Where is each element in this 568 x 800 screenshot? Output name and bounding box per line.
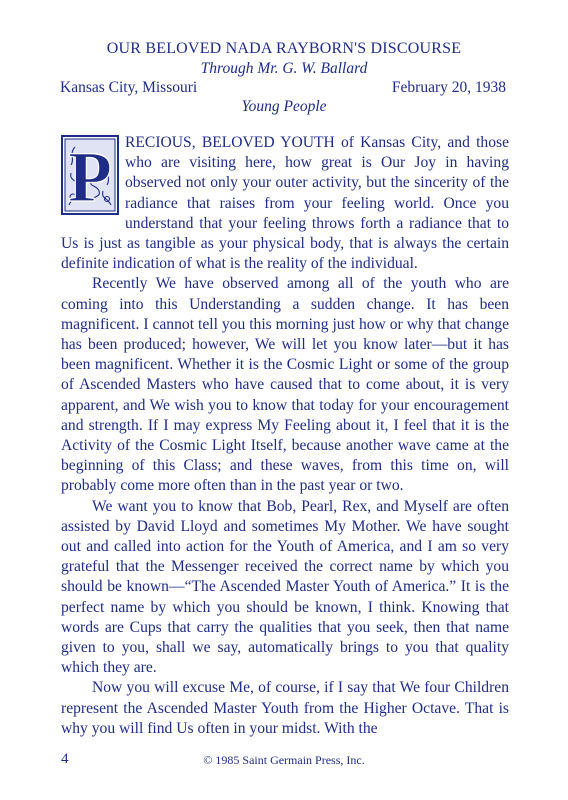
discourse-location: Kansas City, Missouri xyxy=(60,79,198,96)
copyright-notice: © 1985 Saint Germain Press, Inc. xyxy=(203,753,365,767)
discourse-title: OUR BELOVED NADA RAYBORN'S DISCOURSE xyxy=(106,40,462,57)
discourse-body xyxy=(61,133,509,739)
discourse-topic: Young People xyxy=(241,98,327,115)
paragraph xyxy=(61,133,509,274)
paragraph: Recently We have observed among all of the youth who are coming into this Understanding a sudden change. It has been magnificent. I cannot tell you this morning just how or why that change has been produced; however, We will let you know later—but it has been magnificent. Whether it is the Cosmic Light or some of the group of Ascended Masters who have caused that to come about, it is very apparent, and We wish you to know that today for your encouragement and strength. If I may express My Feeling about it, I feel that it is the Activity of the Cosmic Light Itself, because another wave came at the beginning of this Class; and these waves, from this time on, will probably come more often than in the past year or two. xyxy=(61,275,509,495)
discourse-date: February 20, 1938 xyxy=(391,79,506,96)
discourse-subtitle: Through Mr. G. W. Ballard xyxy=(200,60,368,77)
paragraph: Now you will excuse Me, of course, if I say that We four Children represent the Ascended Master Youth from the Higher Octave. That is why you will find Us often in your midst. With the xyxy=(61,679,509,737)
paragraph-text: of Kansas City, and those who are visiting here, how great is Our Joy in having observed not only your outer activity, but the sincerity of the radiance that raises from your feeling world. Once you understand that your feeling throws forth a radiance that to Us is just as tangible as your physical body, that is always the certain definite indication of what is the reality of the individual. xyxy=(61,134,509,273)
dropcap-letter: P xyxy=(68,137,112,215)
page-number: 4 xyxy=(61,751,69,767)
paragraph: We want you to know that Bob, Pearl, Rex, and Myself are often assisted by David Lloyd and sometimes My Mother. We have sought out and called into action for the Youth of America, and I am so very grateful that the Messenger received the correct name by which you should be known—“The Ascended Master Youth of America.” It is the perfect name by which you should be known, I think. Knowing that words are Cups that carry the qualities that you seek, then that name given to you, shall we say, automatically brings to you that quality which they are. xyxy=(61,497,509,677)
ornamental-dropcap-p xyxy=(61,135,119,215)
opening-lead: RECIOUS, BELOVED YOUTH xyxy=(125,134,335,151)
